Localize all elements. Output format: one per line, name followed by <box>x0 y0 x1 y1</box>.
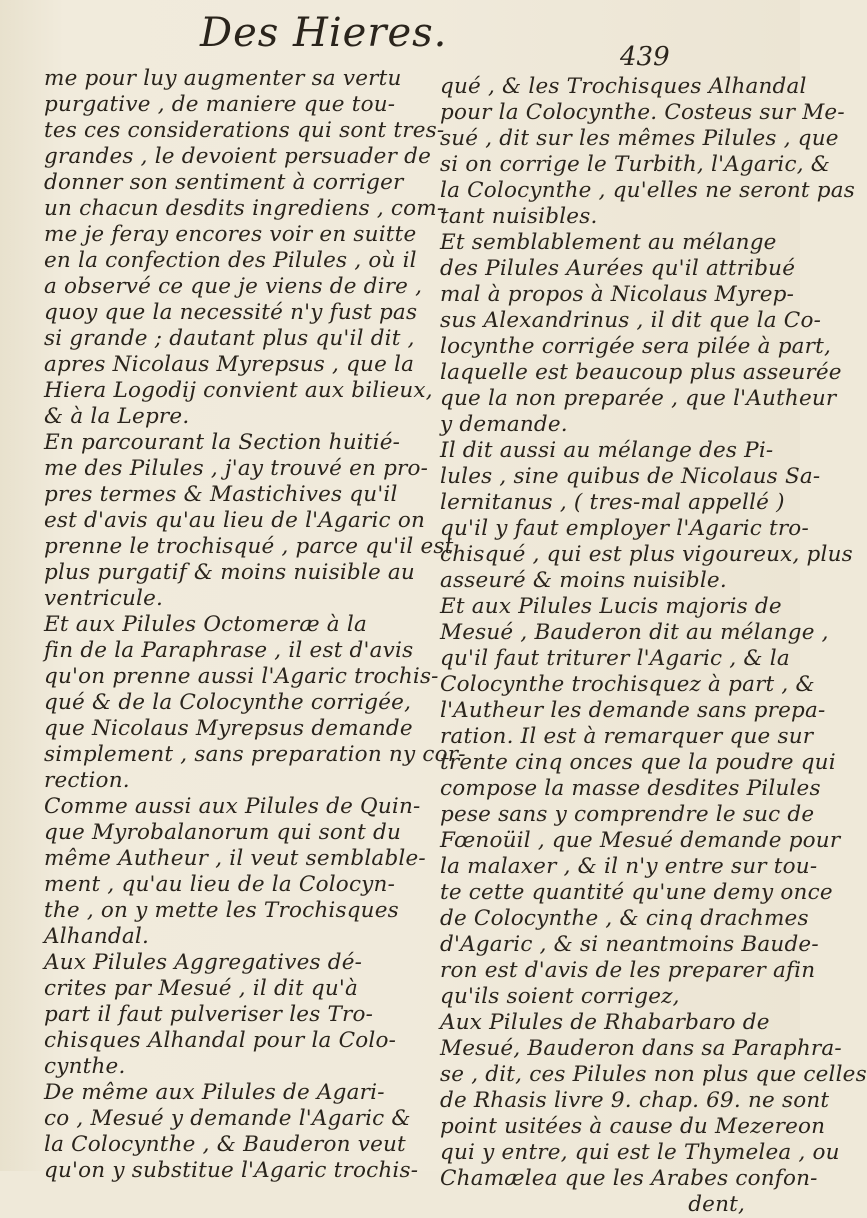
text-line: que Nicolaus Myrepsus demande <box>44 716 413 741</box>
text-line: d'Agaric , & si neantmoins Baude- <box>440 932 819 957</box>
text-line: tant nuisibles. <box>440 204 598 229</box>
text-line: me pour luy augmenter sa vertu <box>44 66 402 91</box>
text-line: la malaxer , & il n'y entre sur tou- <box>440 854 818 879</box>
text-line: co , Mesué y demande l'Agaric & <box>44 1106 411 1131</box>
text-line: trente cinq onces que la poudre qui <box>440 750 836 775</box>
text-line: me je feray encores voir en suitte <box>44 222 417 247</box>
text-line: compose la masse desdites Pilules <box>440 776 821 801</box>
text-line: qu'il faut triturer l'Agaric , & la <box>440 646 790 671</box>
text-line: purgative , de maniere que tou- <box>44 92 396 117</box>
text-line: plus purgatif & moins nuisible au <box>44 560 415 585</box>
text-line: se , dit, ces Pilules non plus que celles <box>440 1062 867 1087</box>
text-line: donner son sentiment à corriger <box>44 170 404 195</box>
text-line: Mesué, Bauderon dans sa Paraphra- <box>440 1036 842 1061</box>
text-line: Aux Pilules Aggregatives dé- <box>44 950 363 975</box>
text-line: même Autheur , il veut semblable- <box>44 846 426 871</box>
text-line: est d'avis qu'au lieu de l'Agaric on <box>44 508 426 533</box>
text-line: la Colocynthe , & Bauderon veut <box>44 1132 406 1157</box>
text-line: y demande. <box>440 412 568 437</box>
text-line: ventricule. <box>44 586 164 611</box>
text-line: te cette quantité qu'une demy once <box>440 880 833 905</box>
text-line: En parcourant la Section huitié- <box>44 430 401 455</box>
text-line: Et semblablement au mélange <box>440 230 777 255</box>
text-line: qu'il y faut employer l'Agaric tro- <box>440 516 809 541</box>
text-line: ron est d'avis de les preparer afin <box>440 958 816 983</box>
text-line: Et aux Pilules Lucis majoris de <box>440 594 782 619</box>
running-title: Des Hieres. <box>200 10 448 56</box>
text-line: quoy que la necessité n'y fust pas <box>44 300 418 325</box>
text-line: qu'ils soient corrigez, <box>440 984 680 1009</box>
text-line: De même aux Pilules de Agari- <box>44 1080 385 1105</box>
text-line: lules , sine quibus de Nicolaus Sa- <box>440 464 821 489</box>
text-line: lernitanus , ( tres-mal appellé ) <box>440 490 785 515</box>
right-text-column <box>440 74 867 1218</box>
text-line: Fœnoüil , que Mesué demande pour <box>440 828 841 853</box>
text-line: un chacun desdits ingrediens , com- <box>44 196 445 221</box>
text-line: grandes , le devoient persuader de <box>44 144 432 169</box>
text-line: pres termes & Mastichives qu'il <box>44 482 398 507</box>
text-line: ment , qu'au lieu de la Colocyn- <box>44 872 396 897</box>
text-line: Comme aussi aux Pilules de Quin- <box>44 794 421 819</box>
text-line: point usitées à cause du Mezereon <box>440 1114 826 1139</box>
text-line: que Myrobalanorum qui sont du <box>44 820 401 845</box>
text-line: cynthe. <box>44 1054 126 1079</box>
text-line: de Colocynthe , & cinq drachmes <box>440 906 809 931</box>
text-line: locynthe corrigée sera pilée à part, <box>440 334 832 359</box>
text-line: Aux Pilules de Rhabarbaro de <box>440 1010 770 1035</box>
text-line: Et aux Pilules Octomeræ à la <box>44 612 367 637</box>
text-line: sué , dit sur les mêmes Pilules , que <box>440 126 839 151</box>
text-line: qu'on prenne aussi l'Agaric trochis- <box>44 664 439 689</box>
text-line: si grande ; dautant plus qu'il dit , <box>44 326 415 351</box>
text-line: rection. <box>44 768 130 793</box>
text-line: qui y entre, qui est le Thymelea , ou <box>440 1140 840 1165</box>
page-number: 439 <box>620 42 670 72</box>
text-line: qué & de la Colocynthe corrigée, <box>44 690 412 715</box>
text-line: Mesué , Bauderon dit au mélange , <box>440 620 829 645</box>
text-line: pese sans y comprendre le suc de <box>440 802 815 827</box>
text-line: ration. Il est à remarquer que sur <box>440 724 814 749</box>
text-line: simplement , sans preparation ny cor- <box>44 742 466 767</box>
text-line: Hiera Logodij convient aux bilieux, <box>44 378 433 403</box>
text-line: qué , & les Trochisques Alhandal <box>440 74 807 99</box>
text-line: the , on y mette les Trochisques <box>44 898 399 923</box>
text-line: en la confection des Pilules , où il <box>44 248 417 273</box>
text-line: me des Pilules , j'ay trouvé en pro- <box>44 456 429 481</box>
text-line: Alhandal. <box>44 924 150 949</box>
text-line: tes ces considerations qui sont tres- <box>44 118 445 143</box>
text-line: laquelle est beaucoup plus asseurée <box>440 360 842 385</box>
text-line: qu'on y substitue l'Agaric trochis- <box>44 1158 419 1183</box>
text-line: des Pilules Aurées qu'il attribué <box>440 256 796 281</box>
left-text-column <box>44 66 466 1184</box>
text-line: chisqué , qui est plus vigoureux, plus <box>440 542 853 567</box>
text-line: mal à propos à Nicolaus Myrep- <box>440 282 795 307</box>
text-line: Chamælea que les Arabes confon- <box>440 1166 818 1191</box>
text-line: apres Nicolaus Myrepsus , que la <box>44 352 415 377</box>
text-line: la Colocynthe , qu'elles ne seront pas <box>440 178 855 203</box>
text-line: de Rhasis livre 9. chap. 69. ne sont <box>440 1088 830 1113</box>
text-line: l'Autheur les demande sans prepa- <box>440 698 826 723</box>
text-line: pour la Colocynthe. Costeus sur Me- <box>440 100 845 125</box>
text-line: Il dit aussi au mélange des Pi- <box>440 438 774 463</box>
catchword: dent, <box>688 1192 745 1217</box>
text-line: crites par Mesué , il dit qu'à <box>44 976 359 1001</box>
text-line: part il faut pulveriser les Tro- <box>44 1002 374 1027</box>
text-line: a observé ce que je viens de dire , <box>44 274 423 299</box>
text-line: fin de la Paraphrase , il est d'avis <box>44 638 414 663</box>
text-line: Colocynthe trochisquez à part , & <box>440 672 815 697</box>
text-line: que la non preparée , que l'Autheur <box>440 386 837 411</box>
text-line: & à la Lepre. <box>44 404 190 429</box>
text-line: sus Alexandrinus , il dit que la Co- <box>440 308 822 333</box>
text-line: si on corrige le Turbith, l'Agaric, & <box>440 152 831 177</box>
text-line: asseuré & moins nuisible. <box>440 568 727 593</box>
text-line: prenne le trochisqué , parce qu'il est <box>44 534 454 559</box>
text-line: chisques Alhandal pour la Colo- <box>44 1028 397 1053</box>
